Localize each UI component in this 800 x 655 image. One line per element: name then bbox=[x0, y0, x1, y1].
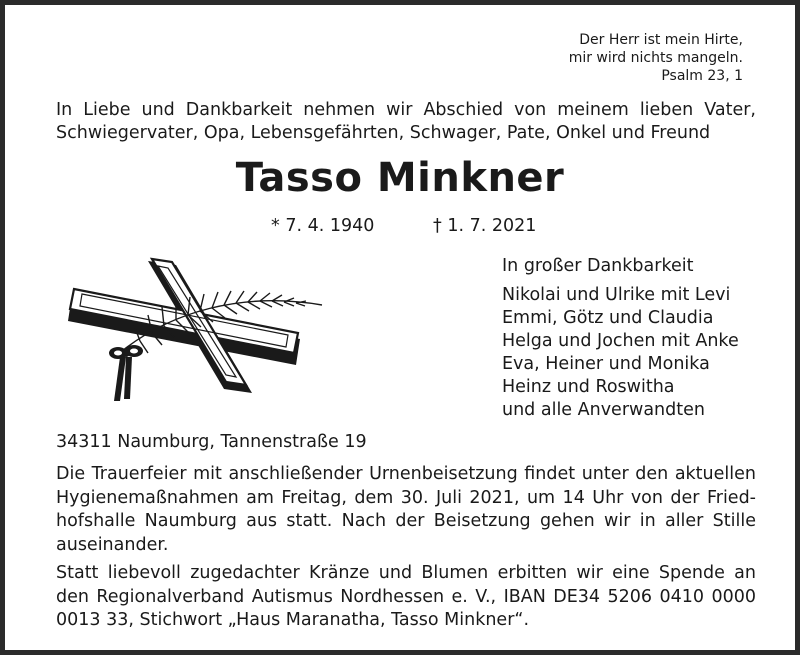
quote-line: mir wird nichts mangeln. bbox=[568, 50, 743, 66]
mourner-name: Emmi, Götz und Claudia bbox=[502, 308, 714, 328]
donation-line: 0013 33, Stichwort „Haus Maranatha, Tasso Minkner“. bbox=[56, 610, 530, 630]
birth-date: * 7. 4. 1940 bbox=[271, 216, 375, 236]
intro-line: In Liebe und Dankbarkeit nehmen wir Abschied von meinem lieben Vater, bbox=[56, 100, 756, 120]
funeral-line: auseinander. bbox=[56, 534, 169, 555]
mourner-name: Nikolai und Ulrike mit Levi bbox=[502, 285, 731, 305]
cross-with-palm-icon bbox=[60, 253, 330, 403]
funeral-info bbox=[56, 463, 756, 557]
donation-line: den Regionalverband Autismus Nordhessen e. V., IBAN DE34 5206 0410 0000 bbox=[56, 586, 756, 607]
quote-source: Psalm 23, 1 bbox=[661, 68, 743, 84]
donation-info bbox=[56, 562, 756, 633]
deceased-name: Tasso Minkner bbox=[235, 155, 565, 201]
donation-line: Statt liebevoll zugedachter Kränze und Blumen erbitten wir eine Spende an bbox=[56, 563, 756, 583]
address: 34311 Naumburg, Tannenstraße 19 bbox=[56, 432, 367, 452]
bible-quote bbox=[569, 31, 743, 85]
funeral-line: hofshalle Naumburg aus statt. Nach der Beisetzung gehen wir in aller Stille bbox=[56, 511, 756, 531]
mourner-name: Eva, Heiner und Monika bbox=[502, 354, 710, 374]
mourner-name: Helga und Jochen mit Anke bbox=[502, 331, 739, 351]
funeral-line: Die Trauerfeier mit anschließender Urnenbeisetzung findet unter den aktuellen bbox=[56, 464, 756, 484]
intro-line: Schwiegervater, Opa, Lebensgefährten, Schwager, Pate, Onkel und Freund bbox=[56, 123, 711, 143]
quote-line: Der Herr ist mein Hirte, bbox=[579, 32, 743, 48]
death-date: † 1. 7. 2021 bbox=[433, 216, 537, 236]
intro-text bbox=[56, 99, 756, 145]
mourners-list bbox=[502, 255, 739, 422]
mourners-lead: In großer Dankbarkeit bbox=[502, 256, 694, 276]
funeral-line: Hygienemaßnahmen am Freitag, dem 30. Juli 2021, um 14 Uhr von der Fried- bbox=[56, 487, 756, 508]
mourner-name: und alle Anverwandten bbox=[502, 400, 705, 420]
mourner-name: Heinz und Roswitha bbox=[502, 377, 675, 397]
